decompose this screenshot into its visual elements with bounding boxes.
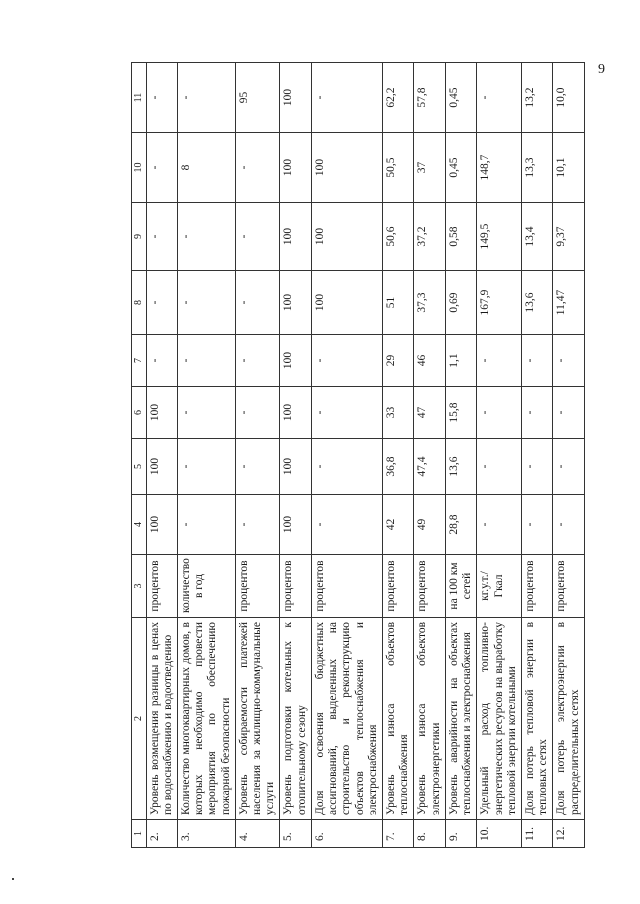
value-cell: 46 xyxy=(414,335,445,387)
indicator-name: Доля потерь тепловой энергии в тепловых сетях xyxy=(521,618,552,820)
unit-of-measure: на 100 км сетей xyxy=(445,555,476,618)
value-cell: 0,58 xyxy=(445,203,476,271)
value-cell: 28,8 xyxy=(445,495,476,555)
column-number-row xyxy=(132,63,147,848)
value-cell: - xyxy=(177,203,235,271)
value-cell: - xyxy=(477,495,522,555)
value-cell: - xyxy=(311,63,382,133)
table-row xyxy=(477,63,522,848)
row-number: 10. xyxy=(477,820,522,848)
value-cell: 0,69 xyxy=(445,271,476,335)
value-cell: 37 xyxy=(414,133,445,203)
value-cell: - xyxy=(477,439,522,495)
value-cell: - xyxy=(177,335,235,387)
value-cell: - xyxy=(553,387,584,439)
value-cell: - xyxy=(146,133,177,203)
row-number: 4. xyxy=(235,820,280,848)
value-cell: - xyxy=(311,495,382,555)
value-cell: 100 xyxy=(280,271,311,335)
unit-of-measure: процентов xyxy=(235,555,280,618)
value-cell: - xyxy=(235,495,280,555)
table-row xyxy=(280,63,311,848)
value-cell: 148,7 xyxy=(477,133,522,203)
value-cell: 10,0 xyxy=(553,63,584,133)
value-cell: - xyxy=(146,63,177,133)
value-cell: - xyxy=(521,495,552,555)
value-cell: - xyxy=(477,63,522,133)
value-cell: 100 xyxy=(280,387,311,439)
page-number: 9 xyxy=(598,62,605,77)
value-cell: - xyxy=(177,271,235,335)
table-row xyxy=(521,63,552,848)
value-cell: 100 xyxy=(146,439,177,495)
value-cell: 42 xyxy=(383,495,414,555)
value-cell: 62,2 xyxy=(383,63,414,133)
value-cell: 13,2 xyxy=(521,63,552,133)
table-row xyxy=(553,63,584,848)
value-cell: 0,45 xyxy=(445,63,476,133)
scan-mark xyxy=(12,878,14,880)
column-number: 3 xyxy=(132,555,147,618)
indicators-table xyxy=(131,62,585,848)
value-cell: 167,9 xyxy=(477,271,522,335)
unit-of-measure: процентов xyxy=(146,555,177,618)
column-number: 7 xyxy=(132,335,147,387)
value-cell: 10,1 xyxy=(553,133,584,203)
value-cell: - xyxy=(146,335,177,387)
indicator-name: Доля освоения бюджетных ассигнований, выделенных на строительство и реконструкцию объектов теплоснабжения и электроснабжения xyxy=(311,618,382,820)
table-row xyxy=(311,63,382,848)
value-cell: - xyxy=(521,439,552,495)
value-cell: 29 xyxy=(383,335,414,387)
value-cell: 13,4 xyxy=(521,203,552,271)
column-number: 9 xyxy=(132,203,147,271)
value-cell: - xyxy=(235,203,280,271)
value-cell: - xyxy=(553,335,584,387)
value-cell: 13,6 xyxy=(445,439,476,495)
indicator-name: Уровень собираемости платежей населения за жилищно-коммунальные услуги xyxy=(235,618,280,820)
value-cell: - xyxy=(235,439,280,495)
value-cell: 95 xyxy=(235,63,280,133)
value-cell: 100 xyxy=(280,495,311,555)
indicator-name: Уровень аварийности на объектах теплоснабжения и электроснабжения xyxy=(445,618,476,820)
value-cell: - xyxy=(235,387,280,439)
column-number: 10 xyxy=(132,133,147,203)
value-cell: 13,6 xyxy=(521,271,552,335)
value-cell: - xyxy=(177,495,235,555)
value-cell: 149,5 xyxy=(477,203,522,271)
value-cell: 1,1 xyxy=(445,335,476,387)
row-number: 6. xyxy=(311,820,382,848)
unit-of-measure: количество в год xyxy=(177,555,235,618)
value-cell: - xyxy=(553,495,584,555)
value-cell: 36,8 xyxy=(383,439,414,495)
value-cell: 47 xyxy=(414,387,445,439)
value-cell: 100 xyxy=(311,133,382,203)
value-cell: 50,5 xyxy=(383,133,414,203)
value-cell: - xyxy=(146,271,177,335)
column-number: 6 xyxy=(132,387,147,439)
column-number: 5 xyxy=(132,439,147,495)
value-cell: - xyxy=(177,387,235,439)
value-cell: 100 xyxy=(311,271,382,335)
value-cell: - xyxy=(146,203,177,271)
unit-of-measure: кг.у.т./ Гкал xyxy=(477,555,522,618)
unit-of-measure: процентов xyxy=(553,555,584,618)
table-row xyxy=(445,63,476,848)
unit-of-measure: процентов xyxy=(383,555,414,618)
unit-of-measure: процентов xyxy=(280,555,311,618)
indicator-name: Удельный расход топливно-энергетических ресурсов на выработку тепловой энергии котельными xyxy=(477,618,522,820)
column-number: 4 xyxy=(132,495,147,555)
row-number: 3. xyxy=(177,820,235,848)
table-row xyxy=(383,63,414,848)
value-cell: 100 xyxy=(280,335,311,387)
value-cell: 11,47 xyxy=(553,271,584,335)
value-cell: - xyxy=(521,387,552,439)
value-cell: - xyxy=(477,335,522,387)
rotated-table-container xyxy=(131,63,640,848)
value-cell: - xyxy=(235,133,280,203)
row-number: 5. xyxy=(280,820,311,848)
indicator-name: Уровень подготовки котельных к отопительному сезону xyxy=(280,618,311,820)
value-cell: - xyxy=(521,335,552,387)
value-cell: 47,4 xyxy=(414,439,445,495)
value-cell: 57,8 xyxy=(414,63,445,133)
row-number: 7. xyxy=(383,820,414,848)
value-cell: 100 xyxy=(280,133,311,203)
unit-of-measure: процентов xyxy=(311,555,382,618)
value-cell: 9,37 xyxy=(553,203,584,271)
value-cell: 51 xyxy=(383,271,414,335)
table-row xyxy=(146,63,177,848)
row-number: 12. xyxy=(553,820,584,848)
row-number: 9. xyxy=(445,820,476,848)
row-number: 2. xyxy=(146,820,177,848)
value-cell: 50,6 xyxy=(383,203,414,271)
row-number: 11. xyxy=(521,820,552,848)
value-cell: 33 xyxy=(383,387,414,439)
value-cell: - xyxy=(311,387,382,439)
column-number: 2 xyxy=(132,618,147,820)
value-cell: - xyxy=(177,63,235,133)
indicator-name: Доля потерь электроэнергии в распределительных сетях xyxy=(553,618,584,820)
value-cell: 100 xyxy=(146,387,177,439)
column-number: 8 xyxy=(132,271,147,335)
value-cell: - xyxy=(553,439,584,495)
value-cell: 37,3 xyxy=(414,271,445,335)
unit-of-measure: процентов xyxy=(414,555,445,618)
value-cell: - xyxy=(235,335,280,387)
row-number: 8. xyxy=(414,820,445,848)
value-cell: - xyxy=(311,439,382,495)
column-number: 1 xyxy=(132,820,147,848)
indicator-name: Уровень возмещения разницы в ценах по водоснабжению и водоотведению xyxy=(146,618,177,820)
table-row xyxy=(177,63,235,848)
value-cell: 49 xyxy=(414,495,445,555)
value-cell: - xyxy=(477,387,522,439)
indicator-name: Уровень износа объектов электроэнергетики xyxy=(414,618,445,820)
table-row xyxy=(235,63,280,848)
unit-of-measure: процентов xyxy=(521,555,552,618)
value-cell: 100 xyxy=(280,63,311,133)
value-cell: 13,3 xyxy=(521,133,552,203)
column-number: 11 xyxy=(132,63,147,133)
indicator-name: Уровень износа объектов теплоснабжения xyxy=(383,618,414,820)
value-cell: 100 xyxy=(146,495,177,555)
value-cell: - xyxy=(177,439,235,495)
value-cell: 0,45 xyxy=(445,133,476,203)
value-cell: 100 xyxy=(280,203,311,271)
table-body xyxy=(132,63,585,848)
value-cell: 37,2 xyxy=(414,203,445,271)
value-cell: 15,8 xyxy=(445,387,476,439)
value-cell: 8 xyxy=(177,133,235,203)
value-cell: - xyxy=(311,335,382,387)
value-cell: - xyxy=(235,271,280,335)
indicator-name: Количество многоквартирных домов, в которых необходимо провести мероприятия по обеспечению пожарной безопасности xyxy=(177,618,235,820)
value-cell: 100 xyxy=(280,439,311,495)
table-row xyxy=(414,63,445,848)
value-cell: 100 xyxy=(311,203,382,271)
